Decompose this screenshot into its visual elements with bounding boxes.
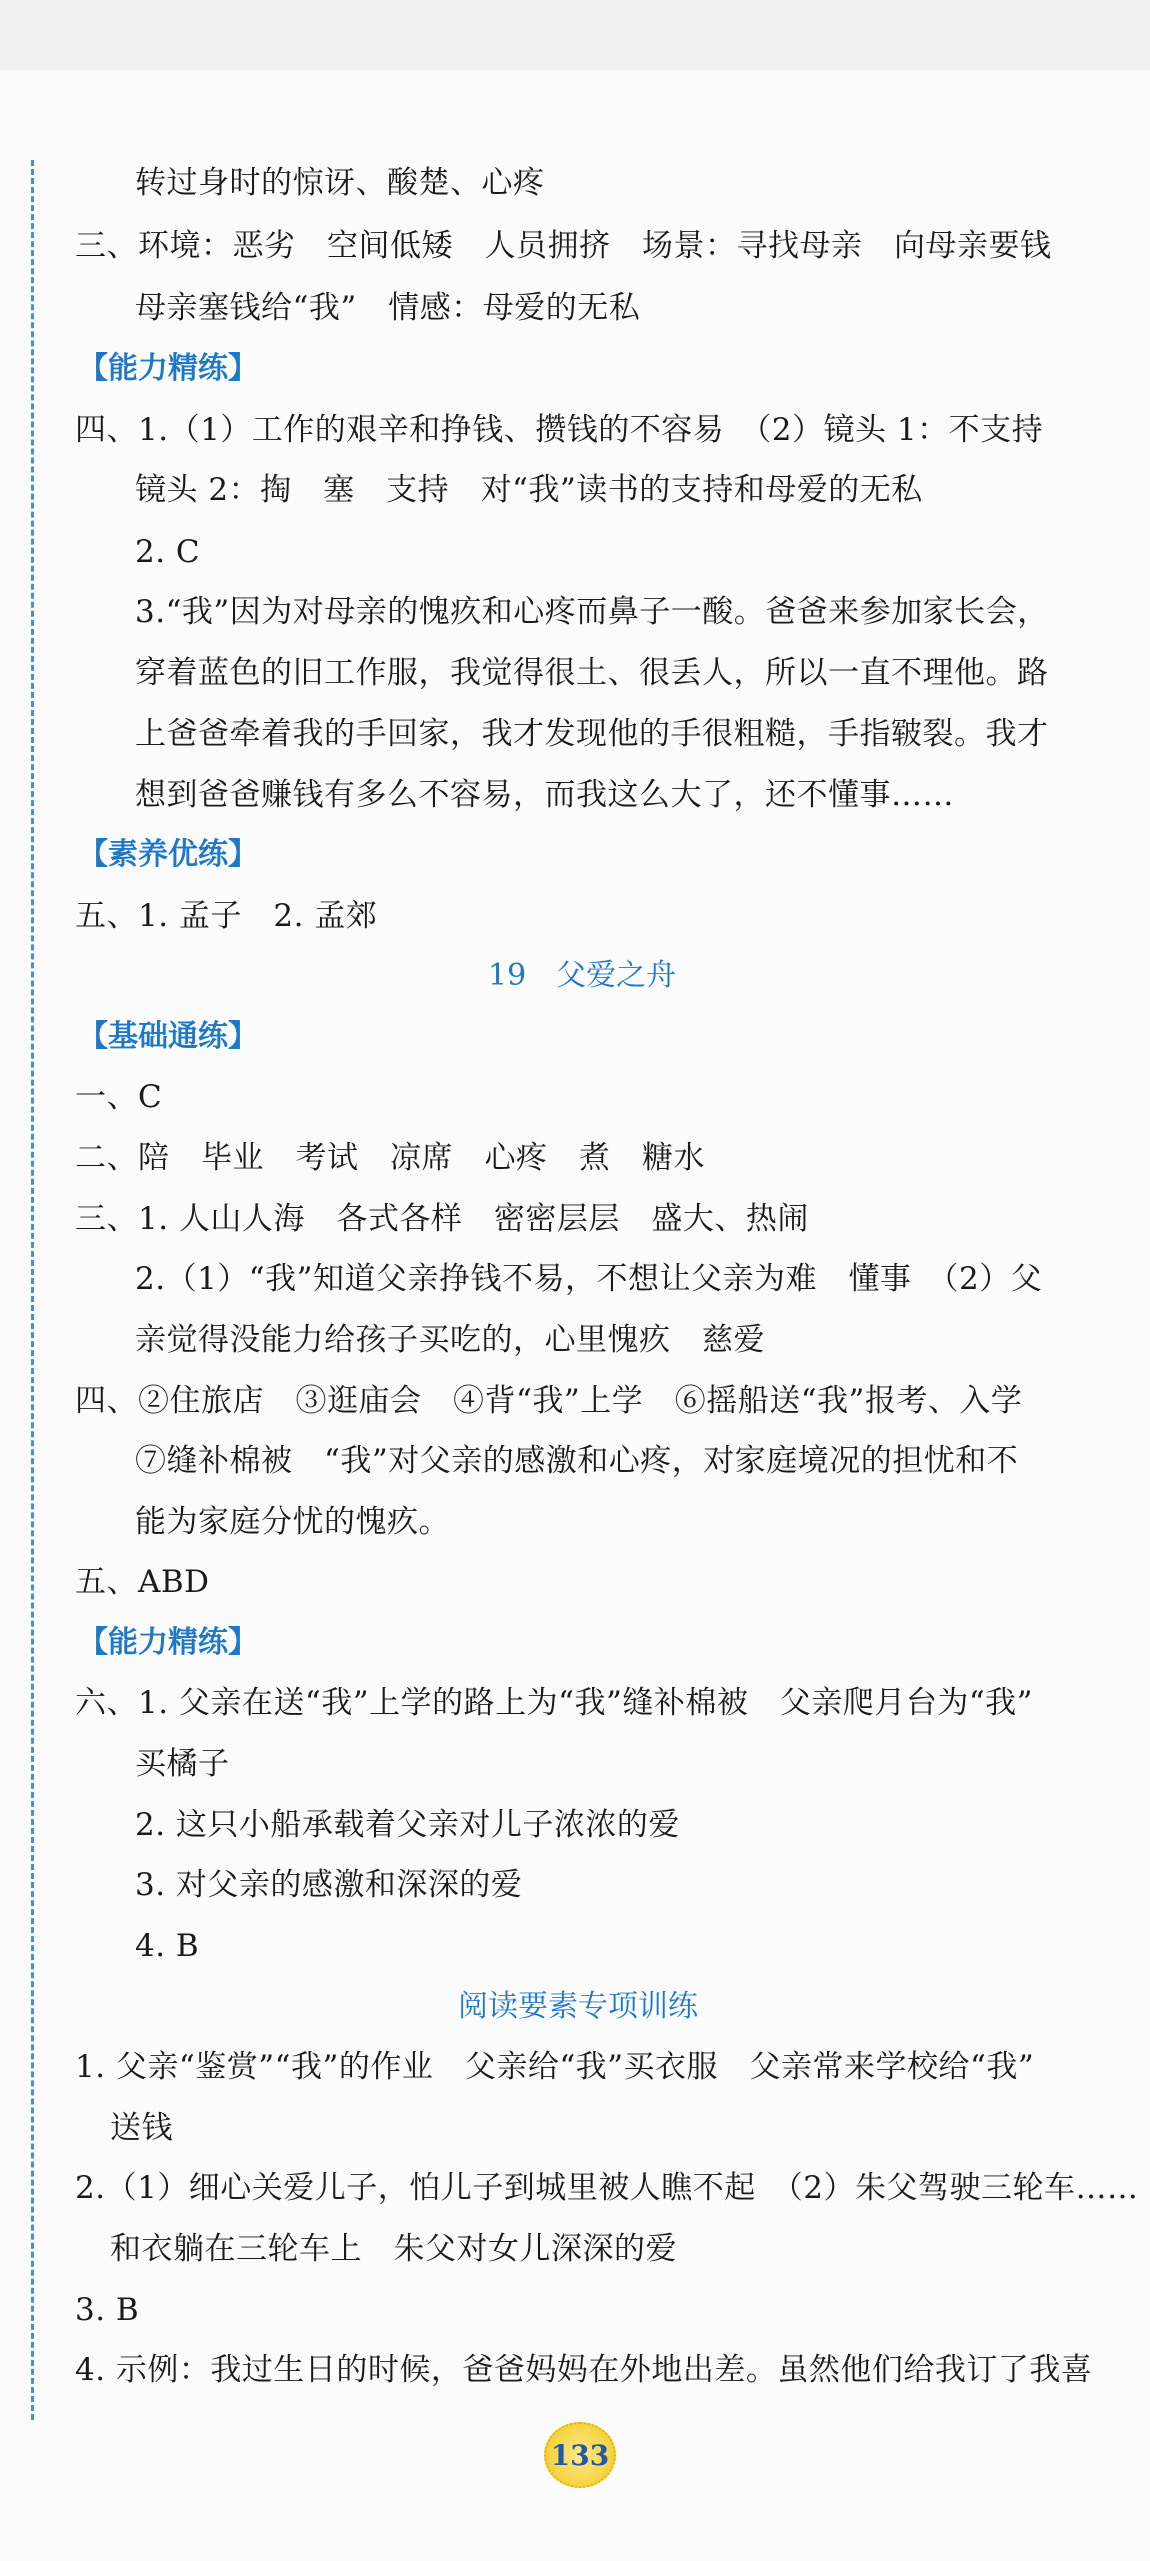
text-line: 2. 这只小船承载着父亲对儿子浓浓的爱 xyxy=(135,1807,680,1843)
lesson-heading: 19 父爱之舟 xyxy=(488,958,677,993)
text-line: 亲觉得没能力给孩子买吃的，心里愧疚 慈爱 xyxy=(135,1322,765,1358)
text-line: 六、1. 父亲在送“我”上学的路上为“我”缝补棉被 父亲爬月台为“我” xyxy=(75,1685,1034,1721)
section-heading: 阅读要素专项训练 xyxy=(458,1989,698,2024)
top-band xyxy=(0,0,1150,70)
text-line: 3. 对父亲的感激和深深的爱 xyxy=(135,1867,523,1903)
text-line: ⑦缝补棉被 “我”对父亲的感激和心疼，对家庭境况的担忧和不 xyxy=(135,1443,1019,1479)
section-tag: 【能力精练】 xyxy=(78,1625,258,1660)
text-line: 五、1. 孟子 2. 孟郊 xyxy=(75,898,378,934)
text-line: 镜头 2：掏 塞 支持 对“我”读书的支持和母爱的无私 xyxy=(135,472,923,508)
margin-dashed-line xyxy=(31,160,34,2420)
section-tag: 【素养优练】 xyxy=(78,837,258,872)
section-tag: 【能力精练】 xyxy=(78,351,258,386)
text-line: 4. B xyxy=(135,1928,200,1964)
text-line: 上爸爸牵着我的手回家，我才发现他的手很粗糙，手指皲裂。我才 xyxy=(135,716,1049,752)
text-line: 穿着蓝色的旧工作服，我觉得很土、很丢人，所以一直不理他。路 xyxy=(135,655,1049,691)
text-line: 三、环境：恶劣 空间低矮 人员拥挤 场景：寻找母亲 向母亲要钱 xyxy=(75,228,1052,264)
text-line: 3. B xyxy=(75,2292,140,2328)
section-tag: 【基础通练】 xyxy=(78,1019,258,1054)
text-line: 买橘子 xyxy=(135,1746,230,1782)
text-line: 二、陪 毕业 考试 凉席 心疼 煮 糖水 xyxy=(75,1140,705,1176)
text-line: 想到爸爸赚钱有多么不容易，而我这么大了，还不懂事…… xyxy=(135,777,954,813)
text-line: 一、C xyxy=(75,1079,163,1115)
text-line: 4. 示例：我过生日的时候，爸爸妈妈在外地出差。虽然他们给我订了我喜 xyxy=(75,2352,1093,2388)
text-line: 四、②住旅店 ③逛庙会 ④背“我”上学 ⑥摇船送“我”报考、入学 xyxy=(75,1383,1023,1419)
text-line: 五、ABD xyxy=(75,1564,210,1600)
page-number-badge: 133 xyxy=(544,2422,616,2488)
text-line: 和衣躺在三轮车上 朱父对女儿深深的爱 xyxy=(110,2231,677,2267)
text-line: 四、1.（1）工作的艰辛和挣钱、攒钱的不容易 （2）镜头 1：不支持 xyxy=(75,412,1044,448)
text-line: 三、1. 人山人海 各式各样 密密层层 盛大、热闹 xyxy=(75,1201,809,1237)
text-line: 3.“我”因为对母亲的愧疚和心疼而鼻子一酸。爸爸来参加家长会， xyxy=(135,594,1049,630)
text-line: 能为家庭分忧的愧疚。 xyxy=(135,1504,450,1540)
text-line: 母亲塞钱给“我” 情感：母爱的无私 xyxy=(135,290,641,326)
text-line: 2.（1）“我”知道父亲挣钱不易，不想让父亲为难 懂事 （2）父 xyxy=(135,1261,1043,1297)
text-line: 1. 父亲“鉴赏”“我”的作业 父亲给“我”买衣服 父亲常来学校给“我” xyxy=(75,2049,1035,2085)
text-line: 转过身时的惊讶、酸楚、心疼 xyxy=(135,165,545,201)
text-line: 2. C xyxy=(135,534,201,570)
text-line: 2.（1）细心关爱儿子，怕儿子到城里被人瞧不起 （2）朱父驾驶三轮车…… xyxy=(75,2170,1139,2206)
text-line: 送钱 xyxy=(110,2110,173,2146)
